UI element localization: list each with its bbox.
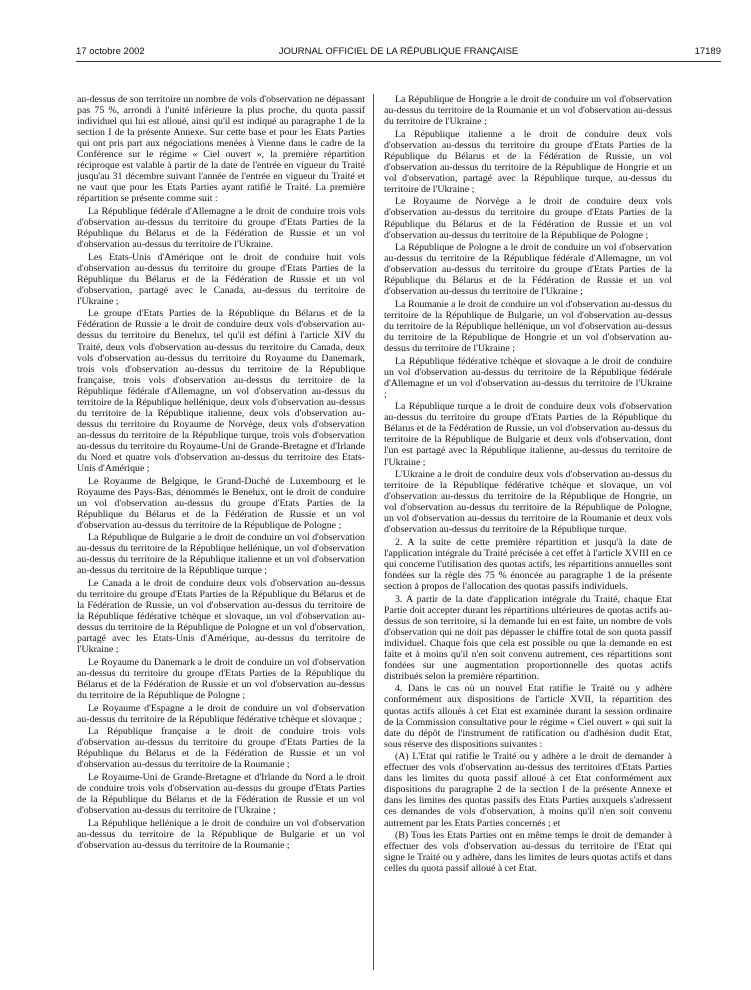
paragraph: La Roumanie a le droit de conduire un vol d'observation au-dessus du territoire de la République de Bulgarie, un vol d'observation au-dessus du territoire de la République hellénique, un vol d'observation au-dessus du territoire de la République de Hongrie et un vol d'observation au-dessus du territoire de l'Ukraine ;	[384, 298, 672, 355]
right-column	[384, 94, 672, 876]
paragraph: La République fédérale d'Allemagne a le droit de conduire trois vols d'observation au-dessus du territoire du groupe d'Etats Parties de la République du Bélarus et de la Fédération de Russie et un vol d'observation au-dessus du territoire de l'Ukraine.	[77, 205, 365, 251]
paragraph: 4. Dans le cas où un nouvel Etat ratifie le Traité ou y adhère conformément aux dispositions de l'article XVII, la répartition des quotas actifs alloués à cet Etat est examinée durant la session ordinaire de la Commission consultative pour le régime « Ciel ouvert » qui suit la date du dépôt de l'instrument de ratification ou d'adhésion dudit Etat, sous réserve des dispositions suivantes :	[384, 683, 672, 750]
paragraph: 3. A partir de la date d'application intégrale du Traité, chaque Etat Partie doit accepter durant les répartitions ultérieures de quotas actifs au-dessus de son territoire, si la demande lui en est faite, un nombre de vols d'observation qui ne doit pas dépasser le chiffre total de son quota passif individuel. Chaque fois que cela est possible ou que la demande en est faite et à moins qu'il n'en soit convenu autrement, ces répartitions sont fondées sur une augmentation proportionnelle des quotas actifs distribués selon la première répartition.	[384, 593, 672, 682]
paragraph: Le Royaume de Belgique, le Grand-Duché de Luxembourg et le Royaume des Pays-Bas, dénommés le Benelux, ont le droit de conduire un vol d'observation au-dessus du groupe d'Etats Parties de la République du Bélarus et de la Fédération de Russie et un vol d'observation au-dessus du territoire de la République de Pologne ;	[77, 475, 365, 531]
paragraph: La République fédérative tchèque et slovaque a le droit de conduire un vol d'observation au-dessus du territoire de la République fédérale d'Allemagne et un vol d'observation au-dessus du territoire de l'Ukraine ;	[384, 355, 672, 400]
paragraph: 2. A la suite de cette première répartition et jusqu'à la date de l'application intégrale du Traité précisée à cet effet à l'article XVIII en ce qui concerne l'utilisation des quotas actifs, les répartitions annuelles sont fondées sur la règle des 75 % énoncée au paragraphe 1 de la présente section à propos de l'allocation des quotas passifs individuels.	[384, 536, 672, 593]
paragraph: La République de Hongrie a le droit de conduire un vol d'observation au-dessus du territoire de la Roumanie et un vol d'observation au-dessus du territoire de l'Ukraine ;	[384, 94, 672, 128]
paragraph: La République de Bulgarie a le droit de conduire un vol d'observation au-dessus du territoire de la République hellénique, un vol d'observation au-dessus du territoire de la République italienne et un vol d'observation au-dessus du territoire de la République turque ;	[77, 532, 365, 577]
paragraph: Le Royaume d'Espagne a le droit de conduire un vol d'observation au-dessus du territoire de la République fédérative tchèque et slovaque ;	[77, 702, 365, 725]
header-rule	[76, 61, 721, 62]
paragraph: La République turque a le droit de conduire deux vols d'observation au-dessus du territoire du groupe d'Etats Parties de la République du Bélarus et de la Fédération de Russie, un vol d'observation au-dessus du territoire de la République de Bulgarie et deux vols d'observation, dont l'un est partagé avec la République italienne, au-dessus du territoire de l'Ukraine ;	[384, 401, 672, 468]
paragraph: L'Ukraine a le droit de conduire deux vols d'observation au-dessus du territoire de la République fédérative tchèque et slovaque, un vol d'observation au-dessus du territoire de la République de Hongrie, un vol d'observation au-dessus du territoire de la République de Pologne, un vol d'observation au-dessus du territoire de la Roumanie et deux vols d'observation au-dessus du territoire de la République turque.	[384, 469, 672, 536]
paragraph: Le Royaume du Danemark a le droit de conduire un vol d'observation au-dessus du territoire du groupe d'Etats Parties de la République du Bélarus et de la Fédération de Russie et un vol d'observation au-dessus du territoire de la République de Pologne ;	[77, 656, 365, 701]
paragraph: Les Etats-Unis d'Amérique ont le droit de conduire huit vols d'observation au-dessus du territoire du groupe d'Etats Parties de la République du Bélarus et de la Fédération de Russie et un vol d'observation, partagé avec le Canada, au-dessus du territoire de l'Ukraine ;	[77, 251, 365, 307]
paragraph: Le Canada a le droit de conduire deux vols d'observation au-dessus du territoire du groupe d'Etats Parties de la République du Bélarus et de la Fédération de Russie, un vol d'observation au-dessus du territoire de la République fédérative tchèque et slovaque, un vol d'observation au-dessus du territoire de la République de Pologne et un vol d'observation, partagé avec les Etats-Unis d'Amérique, au-dessus du territoire de l'Ukraine ;	[77, 578, 365, 656]
paragraph: La République italienne a le droit de conduire deux vols d'observation au-dessus du territoire du groupe d'Etats Parties de la République du Bélarus et de la Fédération de Russie, un vol d'observation au-dessus du territoire de la République de Hongrie et un vol d'observation, partagé avec la République turque, au-dessus du territoire de l'Ukraine ;	[384, 128, 672, 195]
journal-title: JOURNAL OFFICIEL DE LA RÉPUBLIQUE FRANÇAISE	[278, 46, 519, 57]
paragraph: (B) Tous les Etats Parties ont en même temps le droit de demander à effectuer des vols d'observation au-dessus du territoire de l'Etat qui signe le Traité ou y adhère, dans les limites de leurs quotas actifs et dans celles du quota passif alloué à cet Etat.	[384, 830, 672, 875]
paragraph: au-dessus de son territoire un nombre de vols d'observation ne dépassant pas 75 %, arrondi à l'unité inférieure la plus proche, du quota passif individuel qui lui est alloué, ainsi qu'il est indiqué au paragraphe 1 de la section I de la présente Annexe. Sur cette base et pour les Etats Parties qui ont pris part aux négociations menées à Vienne dans le cadre de la Conférence sur le régime « Ciel ouvert », la première répartition réciproque est valable à partir de la date de l'entrée en vigueur du Traité jusqu'au 31 décembre suivant l'année de l'entrée en vigueur du Traité et ne vaut que pour les Etats Parties ayant ratifié le Traité. La première répartition se présente comme suit :	[77, 94, 365, 205]
paragraph: Le Royaume-Uni de Grande-Bretagne et d'Irlande du Nord a le droit de conduire trois vols d'observation au-dessus du groupe d'Etats Parties de la République du Bélarus et de la Fédération de Russie et un vol d'observation au-dessus du territoire de l'Ukraine ;	[77, 771, 365, 816]
left-column	[77, 94, 365, 852]
paragraph: Le Royaume de Norvège a le droit de conduire deux vols d'observation au-dessus du territoire du groupe d'Etats Parties de la République du Bélarus et de la Fédération de Russie et un vol d'observation au-dessus du territoire de la République de Pologne ;	[384, 196, 672, 241]
paragraph: La République de Pologne a le droit de conduire un vol d'observation au-dessus du territoire de la République fédérale d'Allemagne, un vol d'observation au-dessus du territoire du groupe d'Etats Parties de la République du Bélarus et de la Fédération de Russie et un vol d'observation au-dessus du territoire de l'Ukraine ;	[384, 242, 672, 298]
paragraph: Le groupe d'Etats Parties de la République du Bélarus et de la Fédération de Russie a le droit de conduire deux vols d'observation au-dessus du territoire du Benelux, tel qu'il est défini à l'article XIV du Traité, deux vols d'observation au-dessus du territoire du Canada, deux vols d'observation au-dessus du territoire du Royaume du Danemark, trois vols d'observation au-dessus du territoire de la République française, trois vols d'observation au-dessus du territoire de la République fédérale d'Allemagne, un vol d'observation au-dessus du territoire de la République hellénique, deux vols d'observation au-dessus du territoire de la République italienne, deux vols d'observation au-dessus du territoire du Royaume de Norvège, deux vols d'observation au-dessus du territoire de la République turque, trois vols d'observation au-dessus du territoire du Royaume-Uni de Grande-Bretagne et d'Irlande du Nord et quatre vols d'observation au-dessus du territoire des Etats-Unis d'Amérique ;	[77, 308, 365, 475]
paragraph: La République française a le droit de conduire trois vols d'observation au-dessus du territoire du groupe d'Etats Parties de la République du Bélarus et de la Fédération de Russie et un vol d'observation au-dessus du territoire de la Roumanie ;	[77, 726, 365, 771]
paragraph: (A) L'Etat qui ratifie le Traité ou y adhère a le droit de demander à effectuer des vols d'observation au-dessus des territoires d'Etats Parties dans les limites du quota passif alloué à cet Etat conformément aux dispositions du paragraphe 2 de la section I de la présente Annexe et dans les limites des quotas passifs des Etats Parties auxquels s'adressent ces demandes de vols d'observation, à moins qu'il n'en soit convenu autrement par les Etats Parties concernés ; et	[384, 751, 672, 829]
paragraph: La République hellénique a le droit de conduire un vol d'observation au-dessus du territoire de la République de Bulgarie et un vol d'observation au-dessus du territoire de la Roumanie ;	[77, 817, 365, 851]
header-date: 17 octobre 2002	[76, 46, 145, 57]
column-divider	[373, 94, 374, 970]
page-number: 17189	[694, 46, 721, 57]
